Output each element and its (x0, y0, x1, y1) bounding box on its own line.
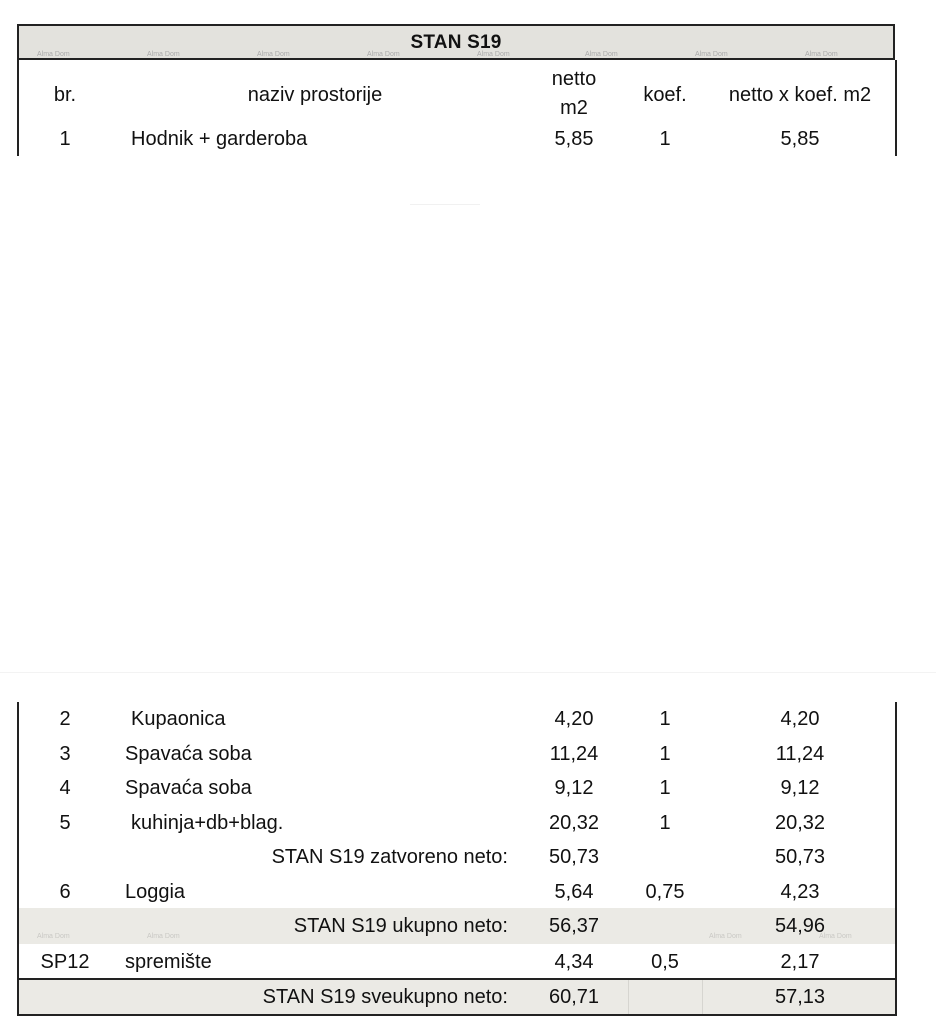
watermark: Alma Dom (585, 51, 618, 58)
grand-total-label: STAN S19 sveukupno neto: (262, 986, 508, 1008)
frame-right-line (895, 60, 897, 156)
row-1-netto: 5,85 (554, 128, 594, 150)
row-sp12-number: SP12 (40, 951, 90, 973)
row-2-netto: 4,20 (554, 708, 594, 730)
row-6-product: 4,23 (780, 881, 820, 903)
row-5-netto: 20,32 (548, 812, 600, 834)
row-sp12-koef: 0,5 (651, 951, 679, 973)
header-netto-line1: netto (551, 68, 597, 90)
row-6-netto: 5,64 (554, 881, 594, 903)
watermark: Alma Dom (37, 51, 70, 58)
watermark: Alma Dom (147, 51, 180, 58)
row-3-product: 11,24 (775, 743, 825, 765)
row-4-name: Spavaća soba (125, 777, 252, 799)
row-1-product: 5,85 (780, 128, 820, 150)
row-4-koef: 1 (659, 777, 671, 799)
row-5-name: kuhinja+db+blag. (131, 812, 284, 834)
row-1-name: Hodnik + garderoba (131, 128, 308, 150)
grand-total-divider (628, 980, 629, 1014)
row-4-product: 9,12 (780, 777, 820, 799)
watermark: Alma Dom (477, 51, 510, 58)
row-sp12-netto: 4,34 (554, 951, 594, 973)
header-netto-x-koef: netto x koef. m2 (728, 84, 872, 106)
subtotal-closed-label: STAN S19 zatvoreno neto: (271, 846, 508, 868)
subtotal-closed-product: 50,73 (774, 846, 826, 868)
row-6-number: 6 (59, 881, 71, 903)
row-5-koef: 1 (659, 812, 671, 834)
row-6-koef: 0,75 (645, 881, 685, 903)
row-sp12-name: spremište (125, 951, 212, 973)
table-title-bar (17, 24, 895, 60)
watermark: Alma Dom (37, 933, 70, 940)
watermark: Alma Dom (695, 51, 728, 58)
row-2-koef: 1 (659, 708, 671, 730)
frame-right-line-sp (895, 944, 897, 980)
gap-artifact (0, 672, 936, 673)
row-1-koef: 1 (659, 128, 671, 150)
row-1-number: 1 (59, 128, 71, 150)
row-3-netto: 11,24 (549, 743, 599, 765)
row-5-number: 5 (59, 812, 71, 834)
row-3-name: Spavaća soba (125, 743, 252, 765)
row-2-name: Kupaonica (131, 708, 226, 730)
header-room-name: naziv prostorije (247, 84, 383, 106)
frame-right-line-lower (895, 702, 897, 946)
watermark: Alma Dom (709, 933, 742, 940)
row-3-number: 3 (59, 743, 71, 765)
row-4-netto: 9,12 (554, 777, 594, 799)
row-3-koef: 1 (659, 743, 671, 765)
grand-total-divider (702, 980, 703, 1014)
total-net-product: 54,96 (774, 915, 826, 937)
row-5-product: 20,32 (774, 812, 826, 834)
frame-left-line-sp (17, 944, 19, 980)
total-net-netto: 56,37 (548, 915, 600, 937)
subtotal-closed-netto: 50,73 (548, 846, 600, 868)
row-4-number: 4 (59, 777, 71, 799)
header-number: br. (53, 84, 77, 106)
watermark: Alma Dom (819, 933, 852, 940)
watermark: Alma Dom (147, 933, 180, 940)
header-netto-line2: m2 (560, 97, 588, 119)
row-2-number: 2 (59, 708, 71, 730)
watermark: Alma Dom (805, 51, 838, 58)
watermark: Alma Dom (367, 51, 400, 58)
gap-artifact (410, 204, 480, 205)
row-6-name: Loggia (125, 881, 186, 903)
header-koef: koef. (643, 84, 687, 106)
table-title: STAN S19 (410, 32, 502, 53)
watermark: Alma Dom (257, 51, 290, 58)
grand-total-netto: 60,71 (548, 986, 600, 1008)
total-net-label: STAN S19 ukupno neto: (293, 915, 508, 937)
frame-left-line (17, 60, 19, 156)
grand-total-product: 57,13 (774, 986, 826, 1008)
row-sp12-product: 2,17 (780, 951, 820, 973)
row-2-product: 4,20 (780, 708, 820, 730)
